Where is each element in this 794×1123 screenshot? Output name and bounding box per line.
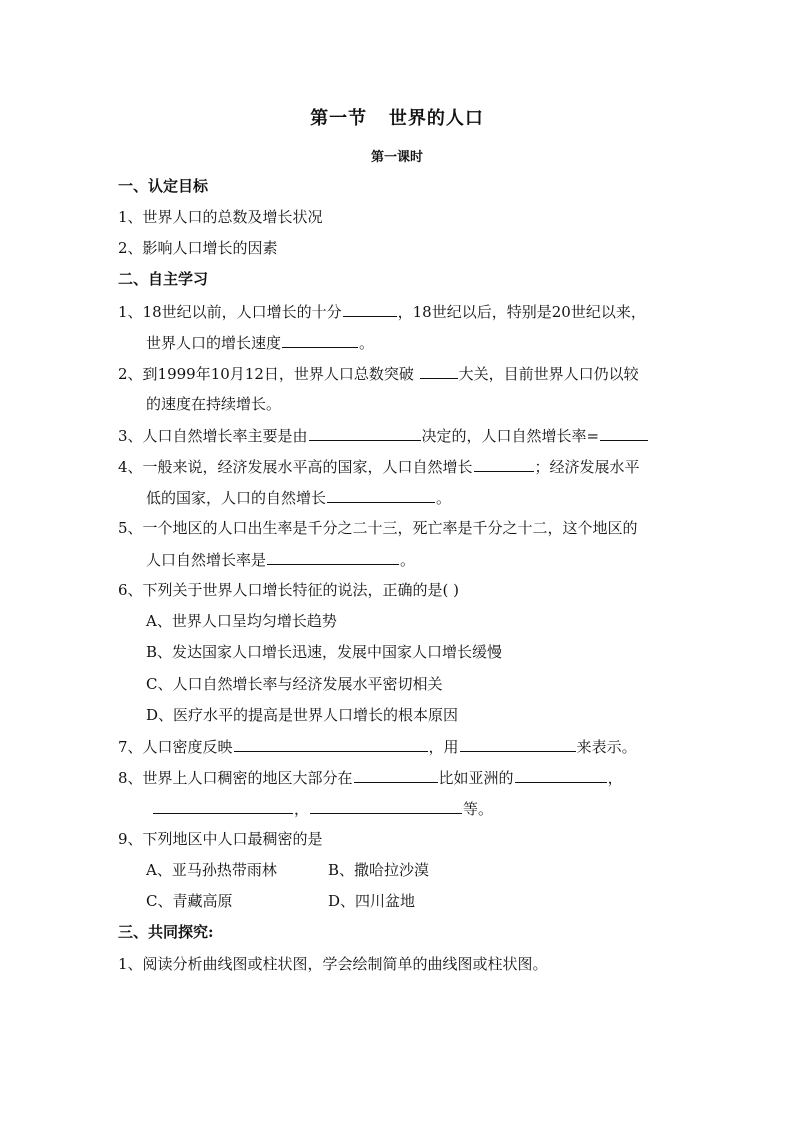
section-1-heading: 一、认定目标: [118, 177, 209, 195]
objective-2: 2、影响人口增长的因素: [118, 239, 278, 257]
q9-option-b: B、撒哈拉沙漠: [328, 861, 430, 879]
question-8-line-2: [152, 798, 493, 819]
q7-text-c: 来表示。: [576, 738, 637, 756]
q8-blank-3[interactable]: [153, 798, 293, 814]
q4-text-d: 。: [436, 489, 452, 507]
q3-text-a: 3、人口自然增长率主要是由: [118, 427, 308, 445]
q4-text-a: 4、一般来说，经济发展水平高的国家，人口自然增长: [118, 458, 473, 476]
question-8-line-1: [118, 767, 623, 788]
q4-blank-2[interactable]: [327, 487, 435, 503]
section-2-heading: 二、自主学习: [118, 270, 209, 288]
q1-text-c: 世界人口的增长速度: [146, 334, 282, 352]
q8-blank-4[interactable]: [310, 798, 462, 814]
q1-text-a: 1、18世纪以前，人口增长的十分: [118, 303, 342, 321]
section-3-heading: 三、共同探究:: [118, 923, 214, 941]
q7-text-b: ，用: [428, 738, 459, 756]
question-2-line-1: [118, 363, 639, 384]
q1-blank-1[interactable]: [343, 301, 397, 317]
q4-text-b: ；经济发展水平: [534, 458, 640, 476]
q7-text-a: 7、人口密度反映: [118, 738, 233, 756]
page-title: 第一节 世界的人口: [310, 108, 484, 129]
q9-option-c: C、青藏高原: [146, 892, 233, 910]
q1-blank-2[interactable]: [282, 332, 358, 348]
question-9-stem: 9、下列地区中人口最稠密的是: [118, 830, 323, 848]
q8-blank-2[interactable]: [515, 767, 607, 783]
q3-blank-2[interactable]: [600, 425, 648, 441]
q5-text-c: 。: [400, 551, 416, 569]
q5-text-b: 人口自然增长率是: [146, 551, 267, 569]
question-3: [118, 425, 649, 446]
inquiry-1: 1、阅读分析曲线图或柱状图，学会绘制简单的曲线图或柱状图。: [118, 955, 548, 973]
q6-option-a: A、世界人口呈均匀增长趋势: [146, 612, 337, 630]
q4-text-c: 低的国家，人口的自然增长: [146, 489, 327, 507]
q3-text-b: 决定的，人口自然增长率=: [421, 427, 600, 445]
question-2-line-2: 的速度在持续增长。: [146, 395, 282, 413]
q4-blank-1[interactable]: [474, 456, 534, 472]
q9-options-row-2: [146, 891, 415, 911]
q8-text-b: 比如亚洲的: [438, 769, 514, 787]
question-6-stem: 6、下列关于世界人口增长特征的说法，正确的是( ): [118, 581, 460, 599]
question-1-line-1: [118, 301, 646, 322]
q2-blank-1[interactable]: [420, 363, 458, 379]
q1-text-b: ，18世纪以后，特别是20世纪以来，: [397, 303, 646, 321]
question-7: [118, 736, 637, 757]
q6-option-b: B、发达国家人口增长迅速，发展中国家人口增长缓慢: [146, 643, 503, 661]
question-4-line-1: [118, 456, 640, 477]
q2-text-b: 大关，目前世界人口仍以较: [458, 365, 639, 383]
question-5-line-2: [146, 549, 415, 570]
q6-option-c: C、人口自然增长率与经济发展水平密切相关: [146, 675, 443, 693]
q9-options-row-1: [146, 860, 429, 880]
question-1-line-2: [146, 332, 374, 353]
q8-blank-1[interactable]: [354, 767, 438, 783]
q8-text-d: ，: [294, 800, 310, 818]
q8-text-c: ，: [607, 769, 623, 787]
q8-text-e: 等。: [463, 800, 494, 818]
lesson-subtitle: 第一课时: [370, 150, 423, 165]
q1-text-d: 。: [359, 334, 375, 352]
q7-blank-2[interactable]: [460, 736, 576, 752]
q3-blank-1[interactable]: [309, 425, 421, 441]
q7-blank-1[interactable]: [234, 736, 428, 752]
q9-option-a: A、亚马孙热带雨林: [146, 861, 277, 879]
objective-1: 1、世界人口的总数及增长状况: [118, 208, 323, 226]
q6-option-d: D、医疗水平的提高是世界人口增长的根本原因: [146, 706, 459, 724]
question-5-line-1: 5、一个地区的人口出生率是千分之二十三，死亡率是千分之十二，这个地区的: [118, 519, 638, 537]
q5-blank-1[interactable]: [267, 549, 399, 565]
q2-text-a: 2、到1999年10月12日，世界人口总数突破: [118, 365, 419, 383]
q8-text-a: 8、世界上人口稠密的地区大部分在: [118, 769, 353, 787]
q9-option-d: D、四川盆地: [328, 892, 416, 910]
question-4-line-2: [146, 487, 451, 508]
